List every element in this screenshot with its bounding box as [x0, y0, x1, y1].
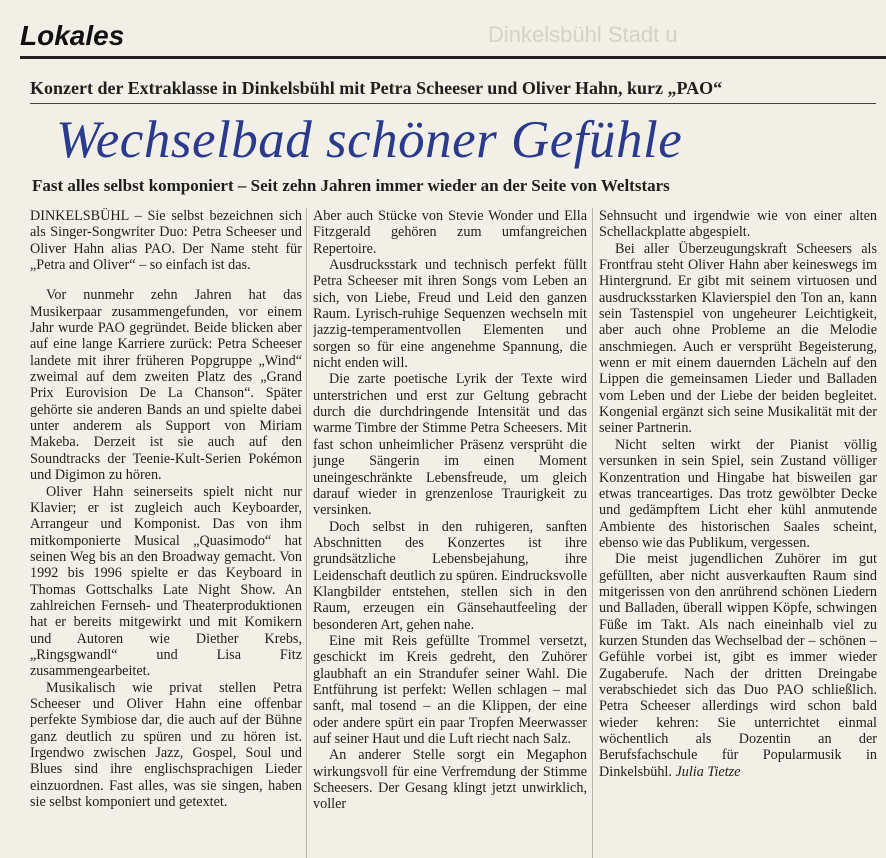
column-divider	[306, 208, 307, 858]
article-column-2	[313, 208, 587, 858]
paragraph: Ausdrucksstark und technisch perfekt füllt Petra Scheeser mit ihren Songs vom Leben an sich, von Liebe, Freud und Leid den ganzen Raum. Lyrisch-ruhige Sequenzen wechseln mit jazzig-temperamentvollen Elementen und sorgen so für eine angenehme Spannung, die nicht enden will.	[313, 257, 587, 372]
paragraph: Oliver Hahn seinerseits spielt nicht nur Klavier; er ist zugleich auch Keyboarder, Arrangeur und Komponist. Das von ihm mitkomponierte Musical „Quasimodo“ hat seinen Weg bis an den Broadway gemacht. Von 1992 bis 1996 spielte er das Keyboard in Thomas Gottschalks Late Night Show. An zahlreichen Fernseh- und Theaterproduktionen hat er bereits mitgewirkt und mit Komikern und Autoren wie Diether Krebs, „Ringsgwandl“ und Lisa Fitz zusammengearbeitet.	[30, 483, 302, 680]
article-column-1	[30, 208, 302, 858]
section-header	[20, 16, 886, 59]
kicker-line: Konzert der Extraklasse in Dinkelsbühl mit Petra Scheeser und Oliver Hahn, kurz „PAO“	[30, 78, 876, 104]
paragraph: Vor nunmehr zehn Jahren hat das Musikerpaar zusammengefunden, vor einem Jahr wurde PAO gegründet. Beide blicken aber auf eine lange Karriere zurück: Petra Scheeser landete mit ihrer früheren Popgruppe „Wind“ zweimal auf dem zweiten Platz des „Grand Prix Eurovision De La Chanson“. Später gehörte sie anderen Bands an und spielte dabei unter anderem als Support von Miriam Makeba. Derzeit ist sie auch auf den Soundtracks der Teenie-Kult-Serien Pokémon und Digimon zu hören.	[30, 287, 302, 484]
paragraph: Sehnsucht und irgendwie wie von einer alten Schellackplatte abgespielt.	[599, 208, 877, 241]
bleed-through-text: Dinkelsbühl Stadt u	[488, 22, 678, 47]
author-byline: Julia Tietze	[675, 763, 741, 780]
column-divider	[592, 208, 593, 858]
headline: Wechselbad schöner Gefühle	[56, 111, 683, 169]
section-title: Lokales	[20, 20, 125, 51]
subheadline: Fast alles selbst komponiert – Seit zehn Jahren immer wieder an der Seite von Weltstars	[32, 176, 670, 195]
paragraph: Bei aller Überzeugungskraft Scheesers als Frontfrau steht Oliver Hahn aber keineswegs im Hintergrund. Er gibt mit seinem virtuosen und ausdrucksstarken Klavierspiel den Ton an, kann sein Tastenspiel von ungeheurer Leichtigkeit, aber auch ohne Probleme an die Melodie anschmiegen. Auch er versprüht Begeisterung, wenn er mit einem dauernden Lächeln auf den Lippen die gemeinsamen Lieder und Balladen vom Leben und der Liebe der beiden begleitet. Kongenial ergänzt sich seine Musikalität mit der seiner Partnerin.	[599, 240, 877, 437]
paragraph	[599, 551, 877, 780]
article-column-3	[599, 208, 877, 858]
paragraph: An anderer Stelle sorgt ein Megaphon wirkungsvoll für eine Verfremdung der Stimme Scheesers. Der Gesang klingt jetzt unwirklich, voller	[313, 747, 587, 813]
paragraph: Doch selbst in den ruhigeren, sanften Abschnitten des Konzertes ist ihre grundsätzliche Lebensbejahung, ihre Leidenschaft deutlich zu spüren. Eindrucksvolle Klangbilder entstehen, stellen sich in den Raum, erzeugen ein Gänsehautfeeling der besonderen Art, gehen nahe.	[313, 518, 587, 633]
paragraph: Die zarte poetische Lyrik der Texte wird unterstrichen und erst zur Geltung gebracht durch die durchdringende Intensität und das warme Timbre der Stimme Petra Scheesers. Mit fast schon unheimlicher Präsenz versprüht die junge Sängerin im einen Moment uneingeschränkte Lebensfreude, um gleich darauf wieder in grenzenlose Traurigkeit zu versinken.	[313, 371, 587, 519]
paragraph: Musikalisch wie privat stellen Petra Scheeser und Oliver Hahn eine offenbar perfekte Symbiose dar, die auch auf der Bühne ganz deutlich zu spüren und zu hören ist. Irgendwo zwischen Jazz, Gospel, Soul und Blues sind ihre englischsprachigen Lieder einzuordnen. Fast alles, was sie singen, haben sie selbst komponiert und getextet.	[30, 679, 302, 811]
paragraph-text: Die meist jugendlichen Zuhörer im gut gefüllten, aber nicht ausverkauften Raum sind mitgerissen von den anrührend schönen Liedern und Balladen, überall wippen Köpfe, schwingen Füße im Takt. Als nach eineinhalb viel zu kurzen Stunden das Wechselbad der – schönen – Gefühle vorbei ist, gibt es immer wieder Zugaberufe. Nach der dritten Dreingabe verabschiedet sich das Duo PAO schließlich. Petra Scheeser allerdings wird schon bald wieder kehren: Sie unterrichtet einmal wöchentlich als Dozentin an der Berufsfachschule für Popularmusik in Dinkelsbühl.	[599, 551, 877, 780]
paragraph: DINKELSBÜHL – Sie selbst bezeichnen sich als Singer-Songwriter Duo: Petra Scheeser und Oliver Hahn alias PAO. Der Name steht für „Petra and Oliver“ – so einfach ist das.	[30, 208, 302, 274]
paragraph: Aber auch Stücke von Stevie Wonder und Ella Fitzgerald gehören zum umfangreichen Repertoire.	[313, 208, 587, 257]
paragraph: Nicht selten wirkt der Pianist völlig versunken in sein Spiel, sein Zustand völliger Konzentration und Hingabe hat bisweilen gar etwas tranceartiges. Das trotz gewölbter Decke und gedämpftem Licht eher kühl anmutende Ambiente des historischen Saales scheint, ebenso wie das Publikum, vergessen.	[599, 436, 877, 551]
paragraph: Eine mit Reis gefüllte Trommel versetzt, geschickt im Kreis gedreht, den Zuhörer glaubhaft an ein Strandufer seiner Wahl. Die Entführung ist perfekt: Wellen schlagen – mal sanft, mal tosend – an die Klippen, der eine oder andere spürt ein paar Tropfen Meerwasser auf seiner Haut und die Luft riecht nach Salz.	[313, 632, 587, 747]
